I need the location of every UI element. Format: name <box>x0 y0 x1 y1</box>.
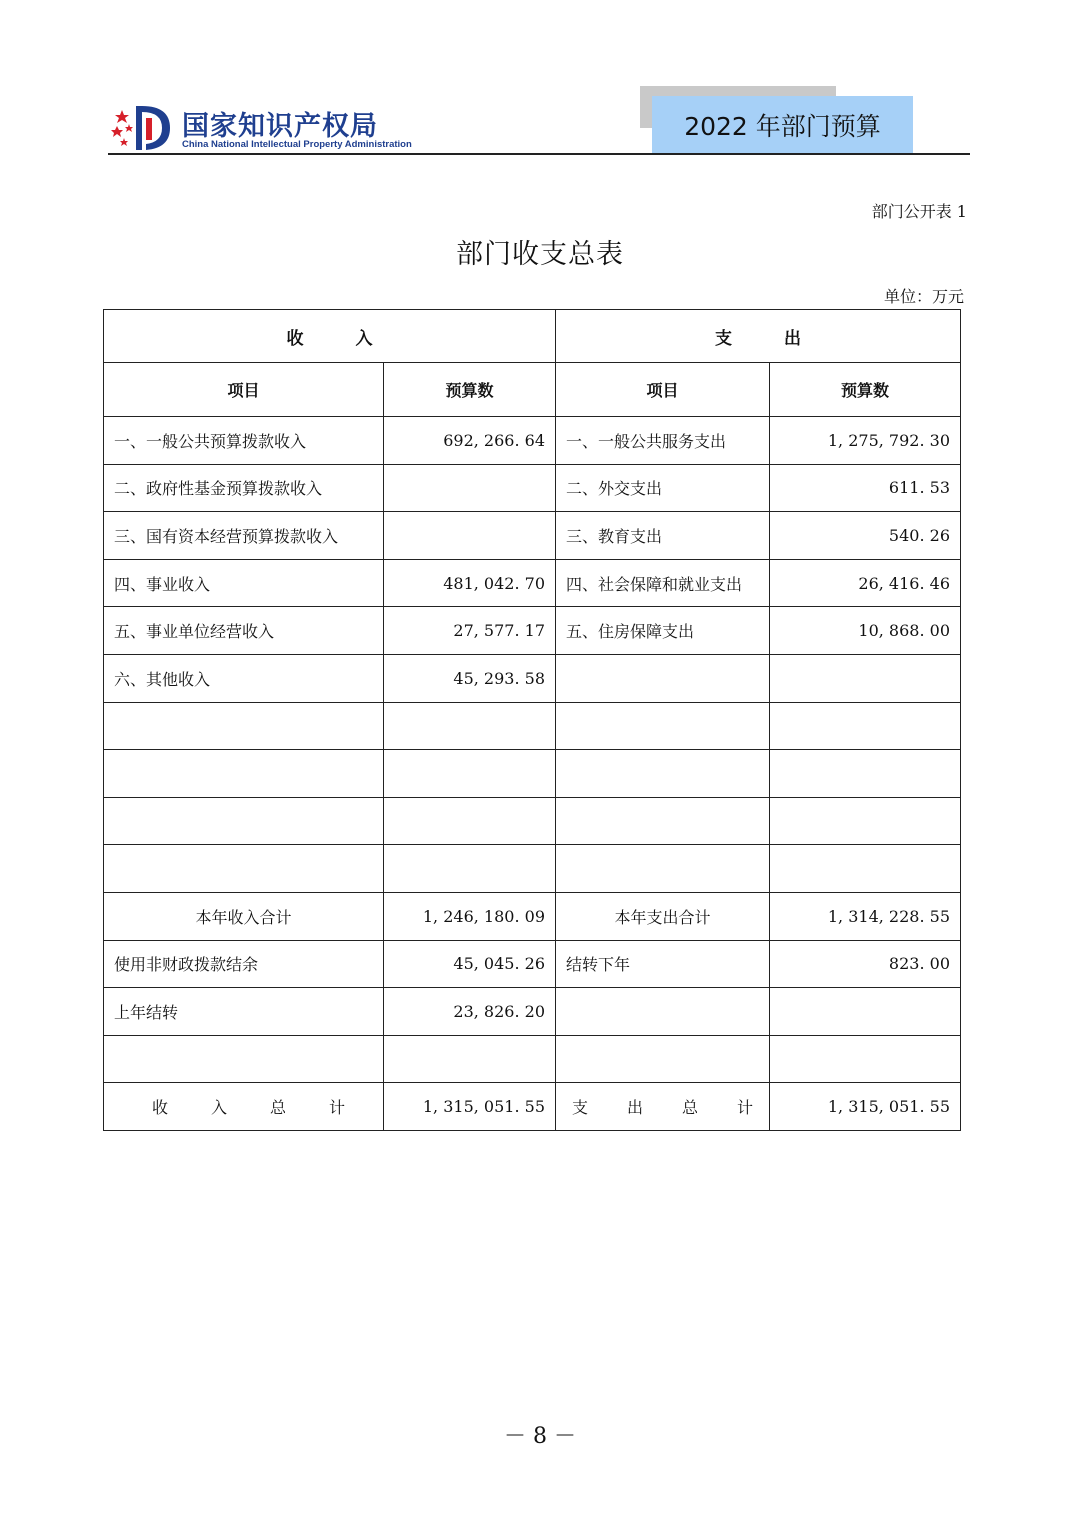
income-item-cell: 使用非财政拨款结余 <box>104 940 384 988</box>
expense-value-cell <box>770 1035 961 1083</box>
income-value-cell: 45, 293. 58 <box>384 654 556 702</box>
income-item-cell <box>104 845 384 893</box>
income-value-cell <box>384 1035 556 1083</box>
income-budget-header: 预算数 <box>384 363 556 417</box>
budget-year-tab: 2022 年部门预算 <box>652 96 913 154</box>
table-row <box>104 797 961 845</box>
income-value-cell: 45, 045. 26 <box>384 940 556 988</box>
table-row <box>104 940 961 988</box>
expense-item-cell: 三、教育支出 <box>556 512 770 560</box>
income-item-cell <box>104 750 384 798</box>
table-row <box>104 417 961 465</box>
expense-item-cell <box>556 797 770 845</box>
income-value-cell <box>384 512 556 560</box>
expense-item-cell <box>556 750 770 798</box>
table-row <box>104 845 961 893</box>
income-item-cell: 三、国有资本经营预算拨款收入 <box>104 512 384 560</box>
income-item-cell: 六、其他收入 <box>104 654 384 702</box>
table-row <box>104 559 961 607</box>
table-row <box>104 464 961 512</box>
income-value-cell <box>384 750 556 798</box>
header-divider <box>108 153 970 155</box>
table-row <box>104 1035 961 1083</box>
expense-subtotal-value: 1, 314, 228. 55 <box>770 892 961 940</box>
column-header-row <box>104 363 961 417</box>
extra-rows <box>104 940 961 1083</box>
org-name-cn: 国家知识产权局 <box>182 111 378 142</box>
income-subtotal-label: 本年收入合计 <box>104 892 384 940</box>
income-item-cell <box>104 1035 384 1083</box>
expense-value-cell: 26, 416. 46 <box>770 559 961 607</box>
table-row <box>104 988 961 1036</box>
expense-value-cell: 10, 868. 00 <box>770 607 961 655</box>
expense-value-cell: 611. 53 <box>770 464 961 512</box>
page-number: － 8 － <box>504 1424 576 1449</box>
income-section-header: 收入 <box>104 310 556 363</box>
expense-item-cell: 五、住房保障支出 <box>556 607 770 655</box>
income-value-cell <box>384 845 556 893</box>
table-row <box>104 702 961 750</box>
expense-value-cell <box>770 702 961 750</box>
income-value-cell <box>384 464 556 512</box>
income-value-cell: 481, 042. 70 <box>384 559 556 607</box>
form-number: 部门公开表 1 <box>871 202 967 221</box>
income-item-cell: 二、政府性基金预算拨款收入 <box>104 464 384 512</box>
income-item-header: 项目 <box>104 363 384 417</box>
expense-item-cell: 四、社会保障和就业支出 <box>556 559 770 607</box>
table-row <box>104 750 961 798</box>
org-name-en: China National Intellectual Property Administration <box>182 139 412 150</box>
income-value-cell: 23, 826. 20 <box>384 988 556 1036</box>
expense-item-header: 项目 <box>556 363 770 417</box>
income-item-cell <box>104 702 384 750</box>
budget-summary-table <box>103 309 961 1131</box>
unit-label: 单位：万元 <box>883 287 964 306</box>
income-value-cell: 692, 266. 64 <box>384 417 556 465</box>
expense-value-cell <box>770 988 961 1036</box>
expense-subtotal-label: 本年支出合计 <box>556 892 770 940</box>
expense-item-cell <box>556 988 770 1036</box>
expense-budget-header: 预算数 <box>770 363 961 417</box>
expense-section-header: 支出 <box>556 310 961 363</box>
expense-value-cell <box>770 654 961 702</box>
expense-value-cell <box>770 797 961 845</box>
expense-item-cell <box>556 702 770 750</box>
expense-item-cell <box>556 845 770 893</box>
income-value-cell: 27, 577. 17 <box>384 607 556 655</box>
income-item-cell <box>104 797 384 845</box>
income-item-cell: 五、事业单位经营收入 <box>104 607 384 655</box>
budget-rows <box>104 417 961 893</box>
expense-total-value: 1, 315, 051. 55 <box>770 1083 961 1131</box>
cnipa-logo <box>110 102 410 154</box>
expense-item-cell: 一、一般公共服务支出 <box>556 417 770 465</box>
income-value-cell <box>384 797 556 845</box>
expense-item-cell: 二、外交支出 <box>556 464 770 512</box>
income-item-cell: 一、一般公共预算拨款收入 <box>104 417 384 465</box>
total-row <box>104 1083 961 1131</box>
income-total-value: 1, 315, 051. 55 <box>384 1083 556 1131</box>
cnipa-emblem-icon <box>110 102 180 154</box>
income-item-cell: 上年结转 <box>104 988 384 1036</box>
table-row <box>104 512 961 560</box>
income-value-cell <box>384 702 556 750</box>
table-row <box>104 654 961 702</box>
document-title: 部门收支总表 <box>456 239 624 270</box>
income-item-cell: 四、事业收入 <box>104 559 384 607</box>
expense-item-cell <box>556 1035 770 1083</box>
section-header-row <box>104 310 961 363</box>
subtotal-row <box>104 892 961 940</box>
income-subtotal-value: 1, 246, 180. 09 <box>384 892 556 940</box>
expense-item-cell: 结转下年 <box>556 940 770 988</box>
table-row <box>104 607 961 655</box>
expense-value-cell <box>770 750 961 798</box>
income-total-label: 收入总计 <box>104 1083 384 1131</box>
expense-value-cell: 1, 275, 792. 30 <box>770 417 961 465</box>
expense-total-label: 支出总计 <box>556 1083 770 1131</box>
expense-value-cell <box>770 845 961 893</box>
expense-item-cell <box>556 654 770 702</box>
expense-value-cell: 540. 26 <box>770 512 961 560</box>
page-header <box>108 84 970 156</box>
expense-value-cell: 823. 00 <box>770 940 961 988</box>
